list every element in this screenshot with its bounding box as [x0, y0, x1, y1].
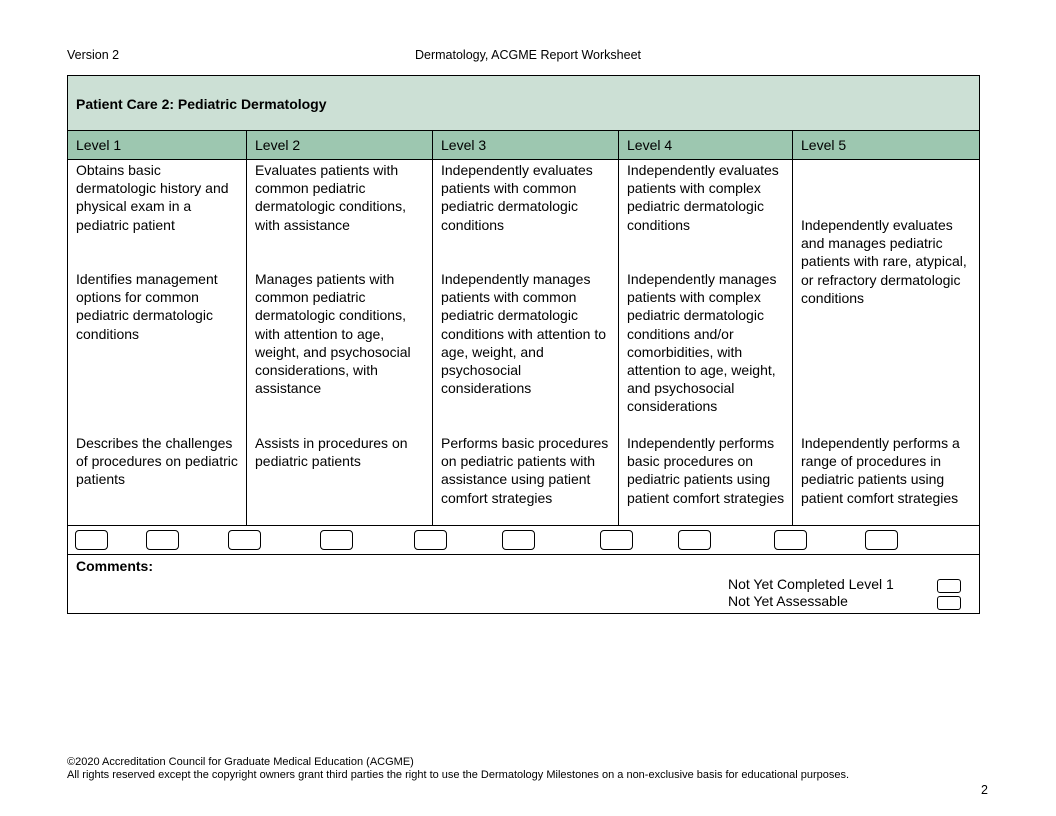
checkbox-level-1[interactable]	[75, 530, 108, 550]
page-number: 2	[981, 783, 988, 797]
checkbox-level-5[interactable]	[774, 530, 807, 550]
checkbox-level-5-plus[interactable]	[865, 530, 898, 550]
column-divider	[792, 131, 793, 525]
level-3-evaluation-cell: Independently evaluates patients with common pediatric dermatologic conditions	[441, 162, 593, 233]
not-yet-completed-label: Not Yet Completed Level 1	[728, 576, 894, 592]
level-1-management-cell: Identifies management options for common pediatric dermatologic conditions	[76, 271, 218, 342]
checkbox-level-4[interactable]	[600, 530, 633, 550]
level-4-header: Level 4	[627, 137, 673, 153]
checkbox-level-3-4[interactable]	[502, 530, 535, 550]
not-yet-assessable-checkbox[interactable]	[937, 596, 961, 610]
level-4-management-cell: Independently manages patients with complex pediatric dermatologic conditions and/or comorbidities, with attention to age, weight, and psychosocial considerations	[627, 271, 777, 415]
section-title-band	[68, 76, 979, 131]
checkbox-level-2-3[interactable]	[320, 530, 353, 550]
level-5-evaluation-cell: Independently evaluates and manages pediatric patients with rare, atypical, or refractory dermatologic conditions	[801, 217, 967, 306]
milestone-table	[67, 75, 980, 614]
milestone-checkbox-row	[68, 525, 979, 555]
checkbox-level-4-5[interactable]	[678, 530, 711, 550]
comments-label: Comments:	[76, 558, 154, 574]
column-divider	[432, 131, 433, 525]
level-2-evaluation-cell: Evaluates patients with common pediatric dermatologic conditions, with assistance	[255, 162, 406, 233]
level-3-management-cell: Independently manages patients with common pediatric dermatologic conditions with attention to age, weight, and psychosocial considerations	[441, 271, 606, 397]
level-1-procedures-cell: Describes the challenges of procedures on pediatric patients	[76, 435, 238, 488]
not-yet-assessable-label: Not Yet Assessable	[728, 593, 848, 609]
level-2-management-cell: Manages patients with common pediatric dermatologic conditions, with attention to age, weight, and psychosocial considerations, with assistance	[255, 271, 411, 397]
level-4-procedures-cell: Independently performs basic procedures on pediatric patients using patient comfort strategies	[627, 435, 785, 506]
level-2-procedures-cell: Assists in procedures on pediatric patients	[255, 435, 408, 470]
column-divider	[618, 131, 619, 525]
column-divider	[246, 131, 247, 525]
level-5-header: Level 5	[801, 137, 847, 153]
level-1-header: Level 1	[76, 137, 122, 153]
worksheet-title: Dermatology, ACGME Report Worksheet	[414, 48, 641, 62]
rights-line: All rights reserved except the copyright owners grant third parties the right to use the Dermatology Milestones on a non-exclusive basis for educational purposes.	[67, 769, 850, 781]
checkbox-level-3[interactable]	[414, 530, 447, 550]
level-5-procedures-cell: Independently performs a range of procedures in pediatric patients using patient comfort strategies	[801, 435, 960, 506]
version-label: Version 2	[67, 48, 120, 62]
not-yet-completed-checkbox[interactable]	[937, 579, 961, 593]
section-title: Patient Care 2: Pediatric Dermatology	[76, 96, 327, 112]
checkbox-level-2[interactable]	[228, 530, 261, 550]
copyright-line: ©2020 Accreditation Council for Graduate Medical Education (ACGME)	[67, 756, 414, 768]
level-4-evaluation-cell: Independently evaluates patients with complex pediatric dermatologic conditions	[627, 162, 779, 233]
level-1-history-cell: Obtains basic dermatologic history and physical exam in a pediatric patient	[76, 162, 229, 233]
level-2-header: Level 2	[255, 137, 301, 153]
checkbox-level-1-2[interactable]	[146, 530, 179, 550]
level-3-procedures-cell: Performs basic procedures on pediatric patients with assistance using patient comfort strategies	[441, 435, 609, 506]
level-3-header: Level 3	[441, 137, 487, 153]
level-header-row	[68, 131, 979, 160]
